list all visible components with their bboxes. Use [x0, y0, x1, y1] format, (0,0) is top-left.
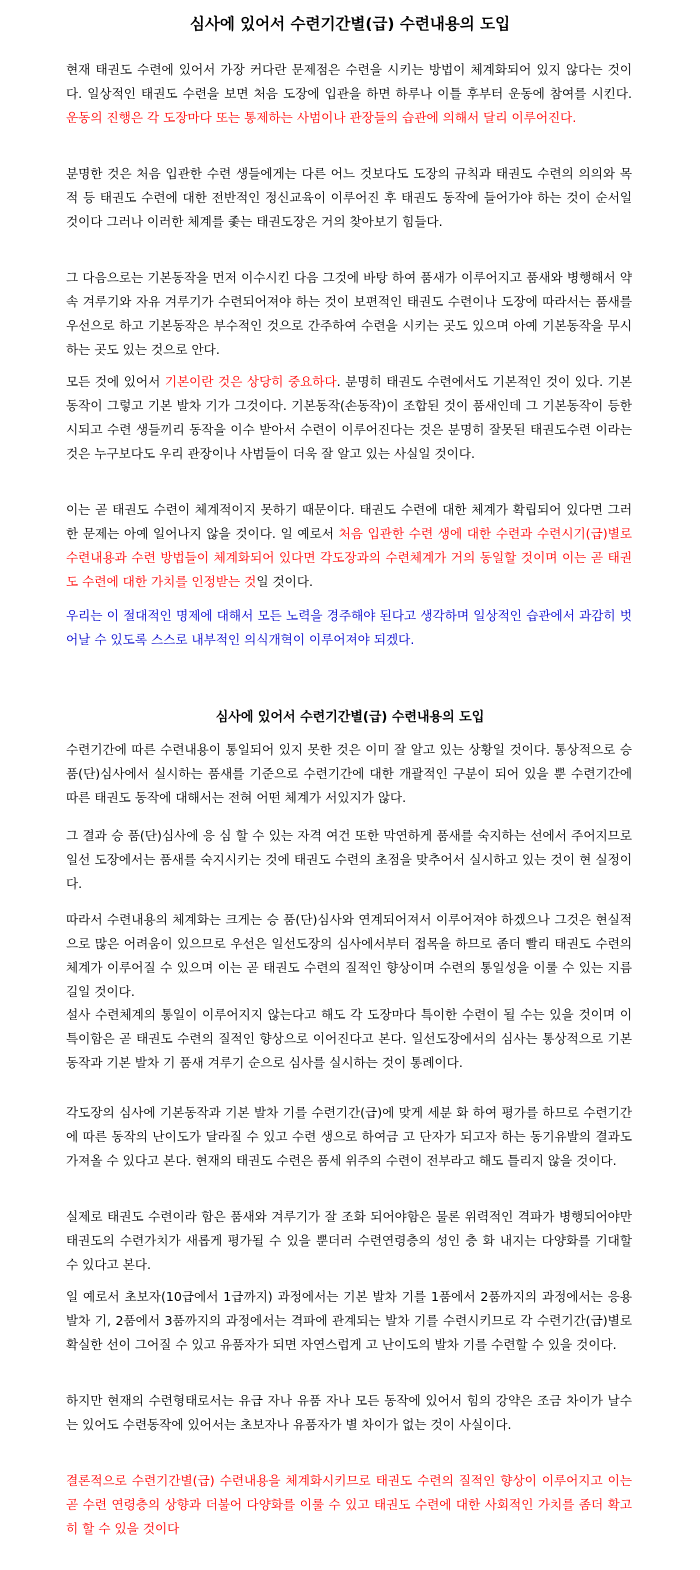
section2-paragraph-2: 그 결과 승 품(단)심사에 응 심 할 수 있는 자격 여건 또한 막연하게 품새를 숙지하는 선에서 주어지므로 일선 도장에서는 품새를 숙지시키는 것에 태권도 수련의 초점을 맞추어서 실시하고 있는 것이 현 실정이다. — [66, 828, 632, 891]
highlight-text: 처음 입관한 수련 생에 대한 수련과 수련시기(급)별로 수련내용과 수련 방법들이 체계화되어 있다면 각도장과의 수련체계가 거의 동일할 것이며 이는 곧 태권도 수련에 대한 가치를 인정받는 것 — [66, 526, 632, 589]
paragraph-text: . 분명히 태권도 수련에서도 기본적인 것이 있다. 기본동작이 그렇고 기본 발차 기가 그것이다. 기본동작(손동작)이 조합된 것이 품새인데 그 기본동작이 등한시되고 수련 생들끼리 동작을 이수 받아서 수련이 이루어진다는 것은 분명히 잘못된 태권도수련 이라는 것은 누구보다도 우리 관장이나 사범들이 더욱 잘 알고 있는 사실일 것이다. — [66, 374, 632, 461]
section2-paragraph-3: 따라서 수련내용의 체계화는 크게는 승 품(단)심사와 연계되어져서 이루어져야 하겠으나 그것은 현실적으로 많은 어려움이 있으므로 우선은 일선도장의 심사에서부터 접목을 하므로 좀더 빨리 태권도 수련의 체계가 이루어질 수 있으며 이는 곧 태권도 수련의 질적인 향상이며 수련의 통일성을 이룰 수 있는 지름길일 것이다. — [66, 912, 632, 999]
section2-paragraph-4: 설사 수련체계의 통일이 이루어지지 않는다고 해도 각 도장마다 특이한 수련이 될 수는 있을 것이며 이 특이함은 곧 태권도 수련의 질적인 향상으로 이어진다고 본다. 일선도장에서의 심사는 통상적으로 기본동작과 기본 발차 기 품새 겨루기 순으로 심사를 실시하는 것이 통례이다. — [66, 1007, 632, 1070]
paragraph-text: 모든 것에 있어서 — [66, 374, 165, 389]
section1-paragraph-5 — [66, 498, 632, 594]
section2-paragraph-9: 결론적으로 수련기간별(급) 수련내용을 체계화시키므로 태권도 수련의 질적인 향상이 이루어지고 이는 곧 수련 연령층의 상향과 더불어 다양화를 이룰 수 있고 태권도 수련에 대한 사회적인 가치를 좀더 확고히 할 수 있을 것이다 — [66, 1473, 632, 1536]
paragraph-text: 이는 곧 태권도 수련이 체계적이지 못하기 때문이다. 태권도 수련에 대한 체계가 확립되어 있다면 그러한 문제는 아예 일어나지 않을 것이다. 일 예로서 — [66, 502, 632, 541]
section1-paragraph-2: 분명한 것은 처음 입관한 수련 생들에게는 다른 어느 것보다도 도장의 규칙과 태권도 수련의 의의와 목적 등 태권도 수련에 대한 전반적인 정신교육이 이루어진 후 태권도 동작에 들어가야 하는 것이 순서일 것이다 그러나 이러한 체계를 좇는 태권도장은 거의 찾아보기 힘들다. — [66, 166, 632, 229]
highlight-text: 운동의 진행은 각 도장마다 또는 통제하는 사범이나 관장들의 습관에 의해서 달리 이루어진다. — [66, 110, 577, 125]
section1-paragraph-4 — [66, 370, 632, 466]
paragraph-text: 현재 태권도 수련에 있어서 가장 커다란 문제점은 수련을 시키는 방법이 체계화되어 있지 않다는 것이다. 일상적인 태권도 수련을 보면 처음 도장에 입관을 하면 하루나 이틀 후부터 운동에 참여를 시킨다. — [66, 62, 632, 101]
highlight-text: 기본이란 것은 상당히 중요하다 — [164, 374, 337, 389]
section1-paragraph-6: 우리는 이 절대적인 명제에 대해서 모든 노력을 경주해야 된다고 생각하며 일상적인 습관에서 과감히 벗어날 수 있도록 스스로 내부적인 의식개혁이 이루어져야 되겠다. — [66, 608, 632, 647]
section2-paragraph-1: 수련기간에 따른 수련내용이 통일되어 있지 못한 것은 이미 잘 알고 있는 상황일 것이다. 통상적으로 승 품(단)심사에서 실시하는 품새를 기준으로 수련기간에 대한 개괄적인 구분이 되어 있을 뿐 수련기간에 따른 태권도 동작에 대해서는 전혀 어떤 체계가 서있지가 않다. — [66, 742, 632, 805]
section1-paragraph-3: 그 다음으로는 기본동작을 먼저 이수시킨 다음 그것에 바탕 하여 품새가 이루어지고 품새와 병행해서 약속 겨루기와 자유 겨루기가 수련되어져야 하는 것이 보편적인 태권도 수련이나 도장에 따라서는 품새를 우선으로 하고 기본동작은 부수적인 것으로 간주하여 수련을 시키는 곳도 있으며 아예 기본동작을 무시하는 곳도 있는 것으로 안다. — [66, 270, 632, 357]
paragraph-text: 일 것이다. — [256, 574, 314, 589]
section2-title: 심사에 있어서 수련기간별(급) 수련내용의 도입 — [215, 710, 485, 725]
section2-paragraph-5: 각도장의 심사에 기본동작과 기본 발차 기를 수련기간(급)에 맞게 세분 화 하여 평가를 하므로 수련기간에 따른 동작의 난이도가 달라질 수 있고 수련 생으로 하여금 고 단자가 되고자 하는 동기유발의 결과도 가져올 수 있다고 본다. 현재의 태권도 수련은 품세 위주의 수련이 전부라고 해도 틀리지 않을 것이다. — [66, 1105, 632, 1168]
section2-paragraph-8: 하지만 현재의 수련형태로서는 유급 자나 유품 자나 모든 동작에 있어서 힘의 강약은 조금 차이가 날수는 있어도 수련동작에 있어서는 초보자나 유품자가 별 차이가 없는 것이 사실이다. — [66, 1393, 632, 1432]
section2-paragraph-6: 실제로 태권도 수련이라 함은 품새와 겨루기가 잘 조화 되어야함은 물론 위력적인 격파가 병행되어야만 태권도의 수련가치가 새롭게 평가될 수 있을 뿐더러 수련연령층의 성인 층 화 내지는 다양화를 기대할 수 있다고 본다. — [66, 1209, 632, 1272]
section2-paragraph-7: 일 예로서 초보자(10급에서 1급까지) 과정에서는 기본 발차 기를 1품에서 2품까지의 과정에서는 응용 발차 기, 2품에서 3품까지의 과정에서는 격파에 관계되는 발차 기를 수련시키므로 각 수련기간(급)별로 확실한 선이 그어질 수 있고 유품자가 되면 자연스럽게 고 난이도의 발차 기를 수련할 수 있을 것이다. — [66, 1289, 632, 1352]
section1-paragraph-1 — [66, 58, 632, 130]
section1-title: 심사에 있어서 수련기간별(급) 수련내용의 도입 — [189, 15, 511, 33]
